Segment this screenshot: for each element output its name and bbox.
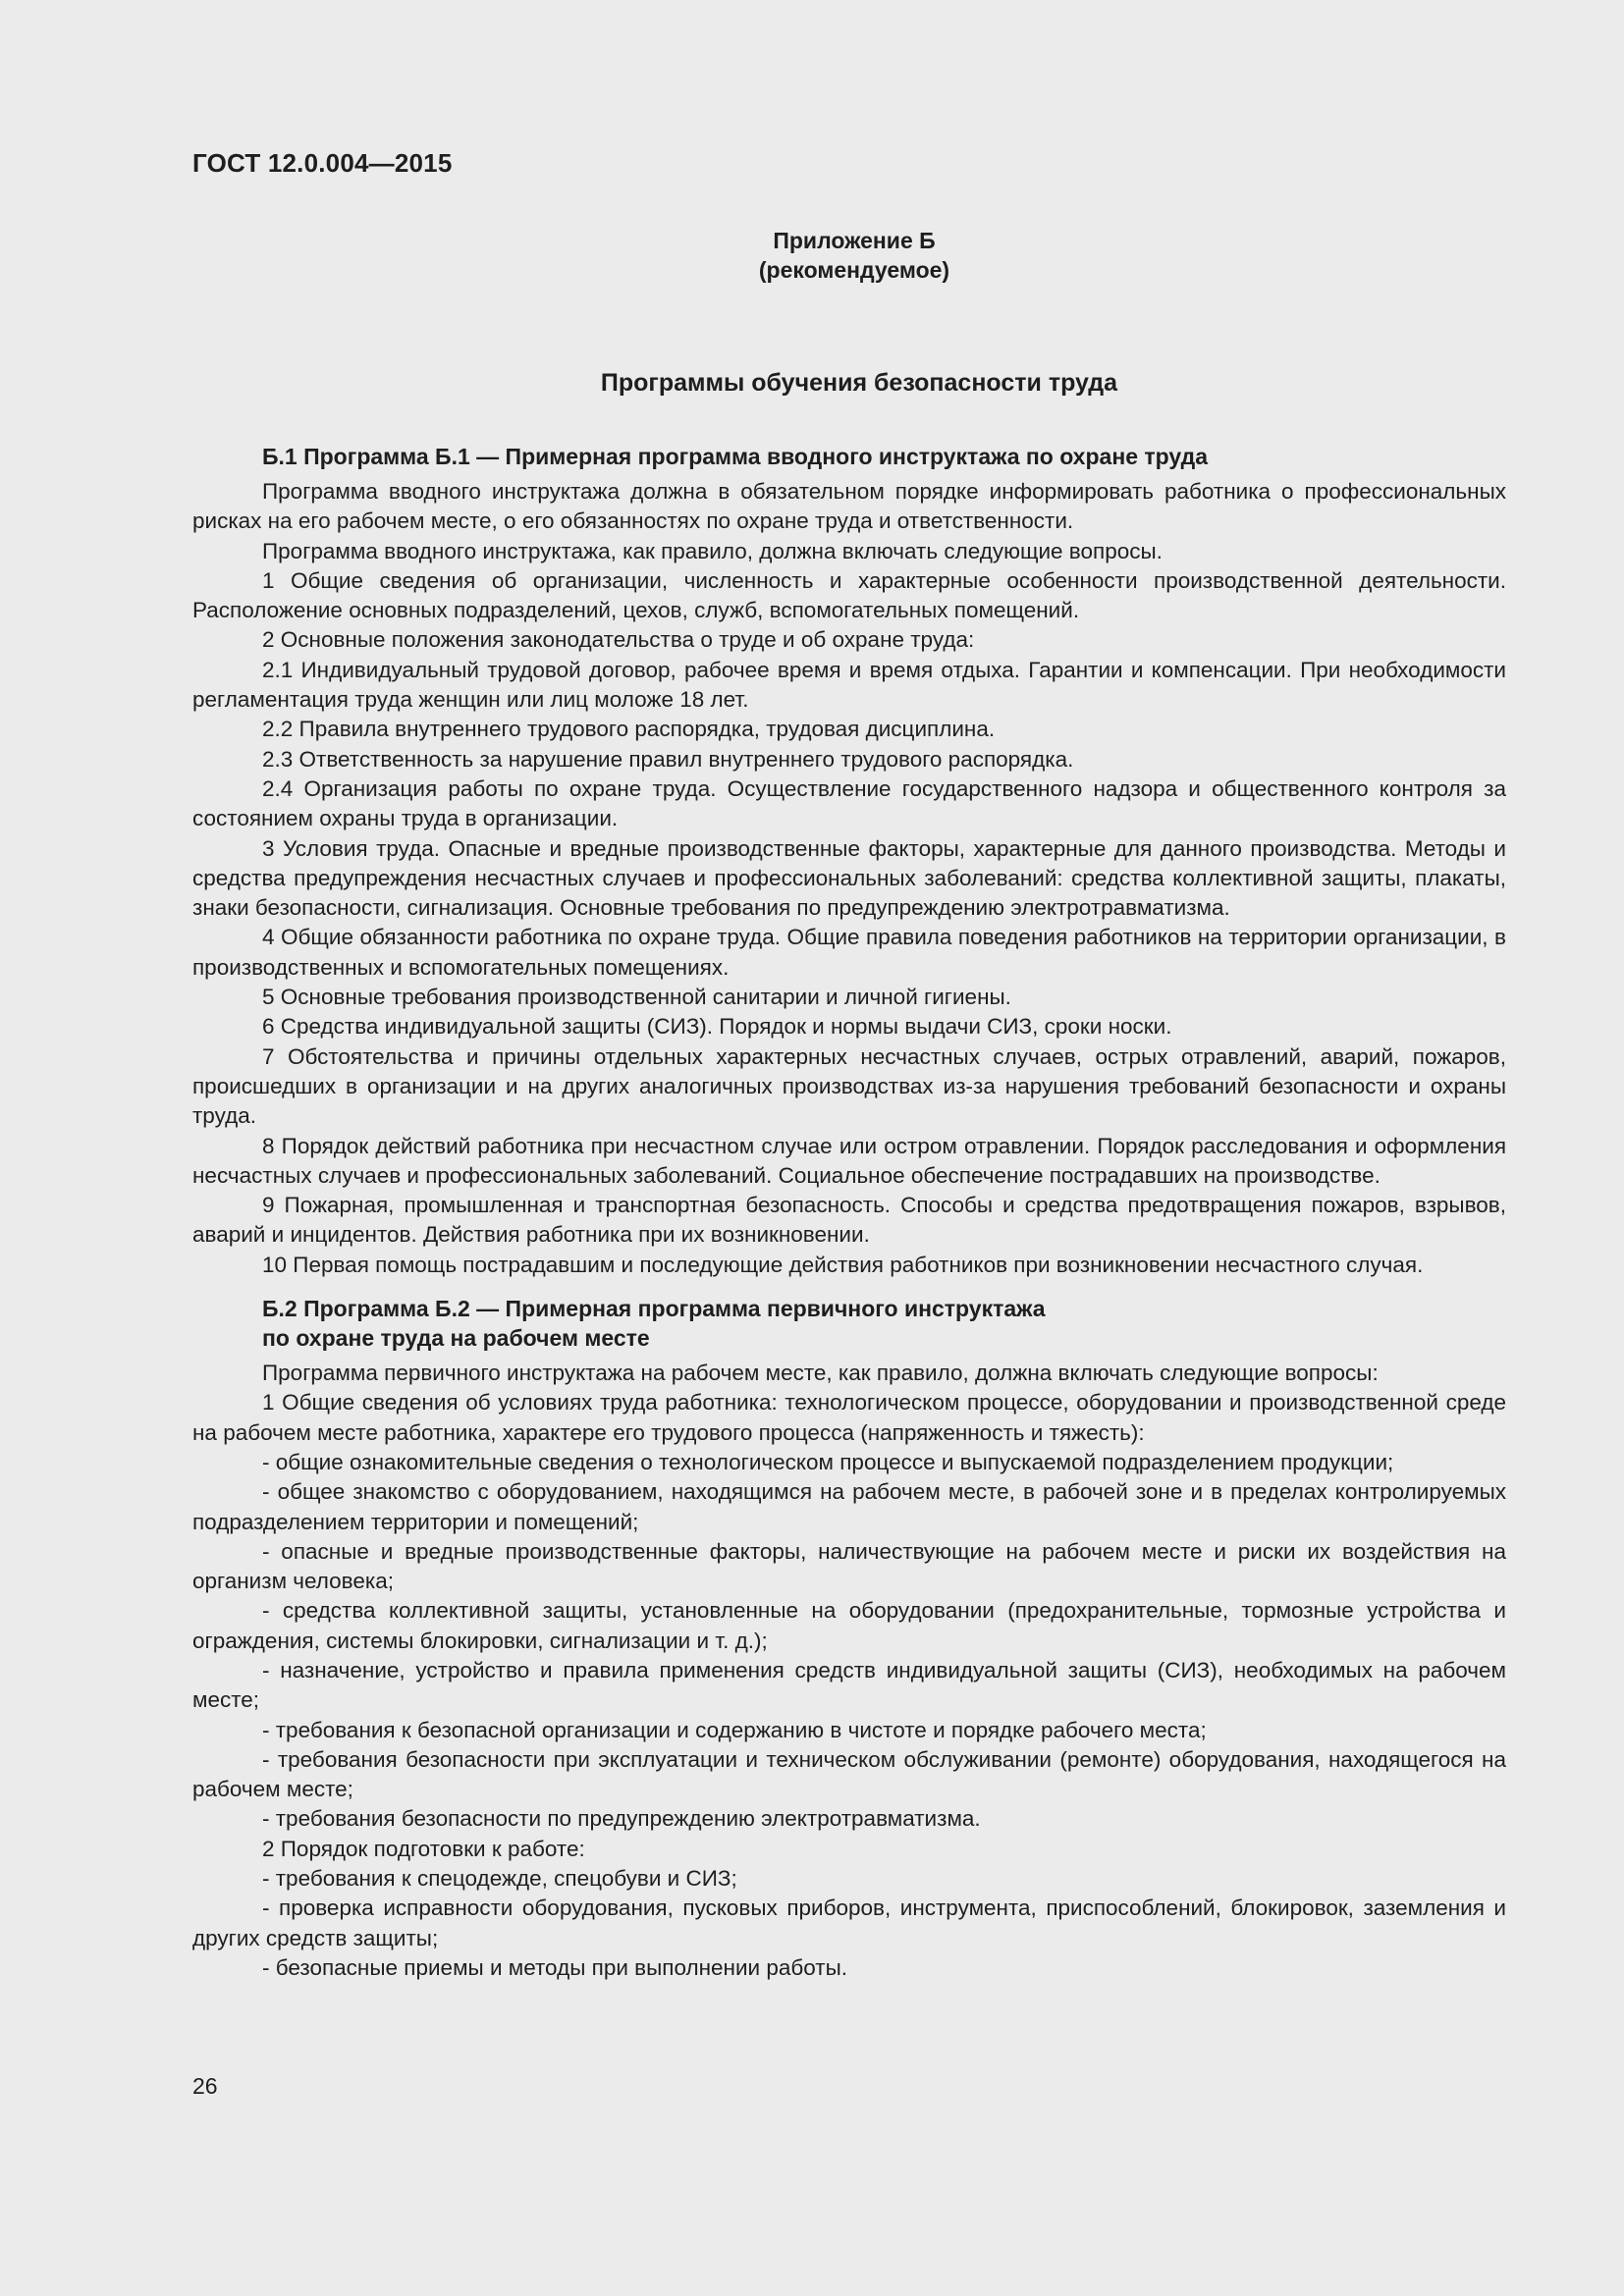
paragraph: 4 Общие обязанности работника по охране труда. Общие правила поведения работников на территории организации, в производственных и вспомогательных помещениях. [192,925,1506,980]
list-item: - назначение, устройство и правила применения средств индивидуальной защиты (СИЗ), необходимых на рабочем месте; [192,1657,1506,1713]
paragraph: Программа первичного инструктажа на рабочем месте, как правило, должна включать следующие вопросы: [262,1361,1379,1386]
annex-status: (рекомендуемое) [758,257,950,283]
document-page [192,147,1506,1983]
paragraph: 2.1 Индивидуальный трудовой договор, рабочее время и время отдыха. Гарантии и компенсации. При необходимости регламентация труда женщин или лиц моложе 18 лет. [192,657,1506,713]
section-2-heading [192,1294,1506,1353]
list-item: - требования к безопасной организации и содержанию в чистоте и порядке рабочего места; [262,1717,1207,1742]
paragraph: 2.3 Ответственность за нарушение правил внутреннего трудового распорядка. [262,746,1074,772]
paragraph: Программа вводного инструктажа должна в обязательном порядке информировать работника о профессиональных рисках на его рабочем месте, о его обязанностях по охране труда и ответственности. [192,479,1506,534]
list-item: - средства коллективной защиты, установленные на оборудовании (предохранительные, тормозные устройства и ограждения, системы блокировки, сигнализации и т. д.); [192,1598,1506,1653]
paragraph: 1 Общие сведения об условиях труда работника: технологическом процессе, оборудовании и производственной среде на рабочем месте работника, характере его трудового процесса (напряженность и тяжесть): [192,1390,1506,1445]
paragraph: 8 Порядок действий работника при несчастном случае или остром отравлении. Порядок расследования и оформления несчастных случаев и профессиональных заболеваний. Социальное обеспечение пострадавших на производстве. [192,1133,1506,1188]
paragraph: 5 Основные требования производственной санитарии и личной гигиены. [262,985,1011,1010]
paragraph: 9 Пожарная, промышленная и транспортная безопасность. Способы и средства предотвращения пожаров, взрывов, аварий и инцидентов. Действия работника при их возникновении. [192,1193,1506,1248]
paragraph: 2.2 Правила внутреннего трудового распорядка, трудовая дисциплина. [262,717,996,742]
annex-title: Приложение Б [773,228,936,253]
page-number: 26 [192,2073,218,2099]
paragraph: 1 Общие сведения об организации, численность и характерные особенности производственной деятельности. Расположение основных подразделений, цехов, служб, вспомогательных помещений. [192,567,1506,623]
page-title: Программы обучения безопасности труда [600,369,1118,397]
section-1-heading: Б.1 Программа Б.1 — Примерная программа вводного инструктажа по охране труда [262,444,1209,469]
paragraph: 3 Условия труда. Опасные и вредные производственные факторы, характерные для данного производства. Методы и средства предупреждения несчастных случаев и профессиональных заболеваний: средства коллективной защиты, плакаты, знаки безопасности, сигнализация. Основные требования по предупреждению электротравматизма. [192,835,1506,921]
paragraph: 2 Основные положения законодательства о труде и об охране труда: [262,627,975,653]
paragraph: Программа вводного инструктажа, как правило, должна включать следующие вопросы. [262,538,1163,563]
list-item: - требования к спецодежде, спецобуви и СИЗ; [262,1866,737,1892]
list-item: - общее знакомство с оборудованием, находящимся на рабочем месте, в рабочей зоне и в пределах контролируемых подразделением территории и помещений; [192,1479,1506,1534]
paragraph: 2.4 Организация работы по охране труда. Осуществление государственного надзора и общественного контроля за состоянием охраны труда в организации. [192,775,1506,831]
paragraph: 7 Обстоятельства и причины отдельных характерных несчастных случаев, острых отравлений, аварий, пожаров, происшедших в организации и на других аналогичных производствах из-за нарушения требований безопасности и охраны труда. [192,1043,1506,1129]
section-2-heading-line-2: по охране труда на рабочем месте [262,1325,650,1352]
list-item: - общие ознакомительные сведения о технологическом процессе и выпускаемой подразделением продукции; [262,1449,1394,1474]
paragraph: 10 Первая помощь пострадавшим и последующие действия работников при возникновении несчастного случая. [262,1252,1424,1277]
paragraph: 6 Средства индивидуальной защиты (СИЗ). Порядок и нормы выдачи СИЗ, сроки носки. [262,1014,1172,1040]
document-code: ГОСТ 12.0.004—2015 [192,148,453,178]
list-item: - опасные и вредные производственные факторы, наличествующие на рабочем месте и риски их воздействия на организм человека; [192,1538,1506,1594]
annex-block [192,226,1506,285]
paragraph: 2 Порядок подготовки к работе: [262,1836,585,1861]
section-1-body [192,477,1506,1280]
list-item: - безопасные приемы и методы при выполнении работы. [262,1954,848,1980]
list-item: - требования безопасности при эксплуатации и техническом обслуживании (ремонте) оборудования, находящегося на рабочем месте; [192,1746,1506,1802]
section-2-heading-line-1: Б.2 Программа Б.2 — Примерная программа первичного инструктажа [262,1296,1046,1322]
section-2-body [192,1359,1506,1983]
list-item: - требования безопасности по предупреждению электротравматизма. [262,1806,981,1832]
list-item: - проверка исправности оборудования, пусковых приборов, инструмента, приспособлений, блокировок, заземления и других средств защиты; [192,1896,1506,1950]
